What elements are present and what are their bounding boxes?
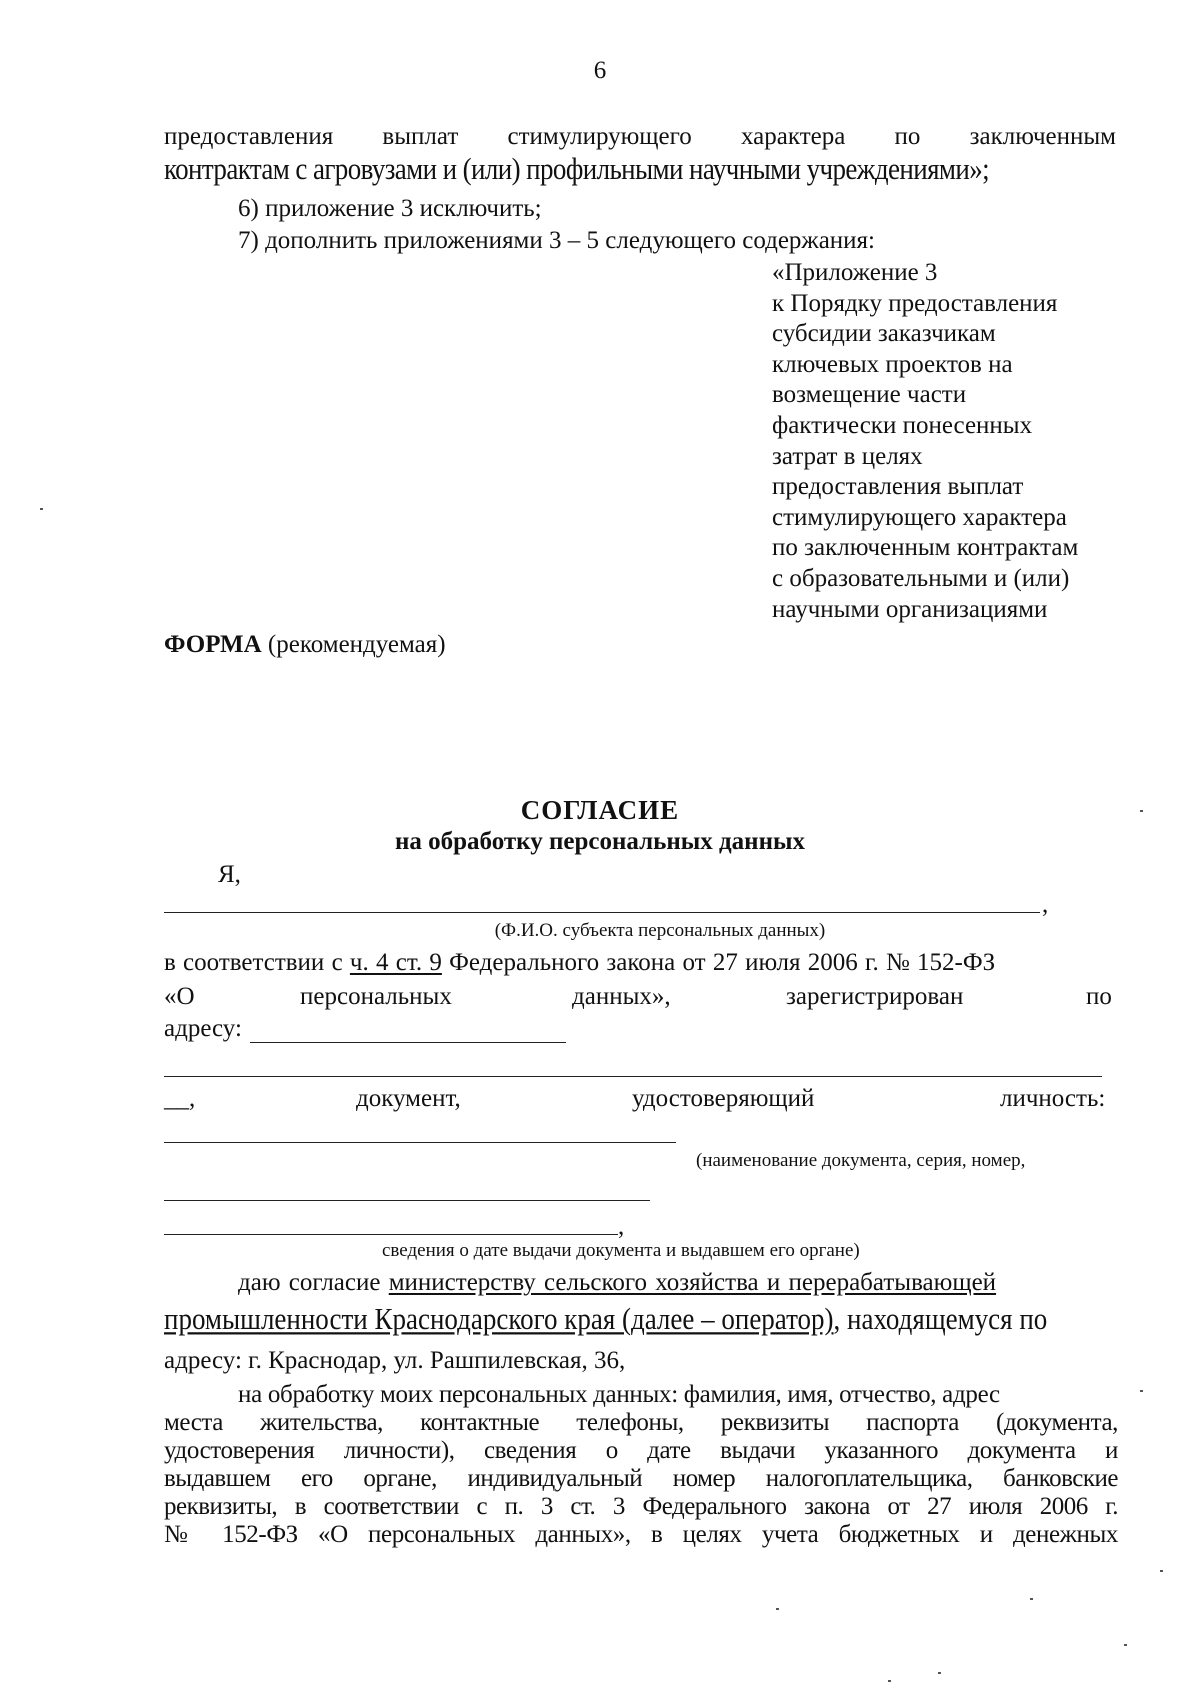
scan-speck [938, 1672, 941, 1674]
appendix-line: с образовательными и (или) [772, 564, 1070, 592]
appendix-line: стимулирующего характера [772, 503, 1067, 531]
appendix-line: по заключенным контрактам [772, 534, 1079, 562]
doc-caption-2: сведения о дате выдачи документа и выдавшем его органе) [382, 1240, 860, 1261]
give-pre: даю согласие [238, 1269, 381, 1296]
scan-speck [888, 1680, 891, 1682]
scan-speck [1140, 810, 1143, 812]
law-link[interactable]: ч. 4 ст. 9 [349, 949, 442, 976]
give-consent-line [238, 1268, 996, 1298]
intro-line-2: контрактам с агровузами и (или) профильными научными учреждениями»; [164, 152, 990, 186]
doc-w1: __, [164, 1085, 196, 1112]
operator-link-2[interactable]: промышленности Краснодарского края (далее – оператор) [164, 1302, 834, 1336]
appendix-header [772, 258, 1078, 625]
operator-address: адресу: г. Краснодар, ул. Рашпилевская, 36, [164, 1347, 626, 1374]
spread-w1: «О [164, 983, 195, 1010]
scan-speck [40, 508, 43, 510]
appendix-line: ключевых проектов на [772, 350, 1013, 378]
doc-comma: , [618, 1213, 625, 1240]
appendix-line: к Порядку предоставления [772, 289, 1058, 317]
doc-blank-line-2[interactable] [164, 1200, 650, 1201]
consent-subtitle: на обработку персональных данных [395, 828, 805, 855]
located-text: , находящемуся по [833, 1302, 1048, 1336]
scan-speck [1140, 1390, 1143, 1392]
spread-w5: по [1086, 983, 1112, 1010]
appendix-line: предоставления выплат [772, 473, 1024, 501]
spread-w3: данных», [572, 983, 671, 1010]
doc-blank-line-1[interactable] [164, 1142, 676, 1143]
processing-line: на обработку моих персональных данных: фамилия, имя, отчество, адрес [238, 1381, 1000, 1408]
address-label: адресу: [164, 1015, 242, 1042]
processing-line: № 152-ФЗ «О персональных данных», в целях учета бюджетных и денежных [164, 1521, 1118, 1548]
scan-speck [1160, 1570, 1163, 1572]
operator-line-2 [164, 1302, 1047, 1337]
law-line [164, 948, 995, 978]
consent-title: СОГЛАСИЕ [520, 795, 680, 825]
doc-w3: удостоверяющий [632, 1085, 815, 1112]
fio-caption: (Ф.И.О. субъекта персональных данных) [494, 920, 826, 941]
fio-blank-line[interactable] [164, 912, 1040, 913]
intro-line-1: предоставления выплат стимулирующего характера по заключенным [164, 123, 1116, 150]
form-label-rest: (рекомендуемая) [267, 631, 446, 658]
scan-speck [1124, 1644, 1127, 1646]
law-line-post: Федерального закона от 27 июля 2006 г. № 152-ФЗ [449, 949, 996, 976]
processing-line: удостоверения личности), сведения о дате выдачи указанного документа и [164, 1437, 1118, 1464]
doc-blank-line-3[interactable] [164, 1234, 618, 1235]
scan-speck [776, 1608, 779, 1610]
doc-w2: документ, [356, 1085, 461, 1112]
law-line-pre: в соответствии с [164, 949, 343, 976]
item-6: 6) приложение 3 исключить; [238, 195, 542, 222]
operator-link-1[interactable]: министерству сельского хозяйства и перерабатывающей [388, 1269, 997, 1296]
scan-speck [1030, 1598, 1033, 1600]
ya-label: Я, [218, 861, 241, 888]
form-label-bold: ФОРМА [164, 631, 262, 658]
appendix-line: субсидии заказчикам [772, 320, 996, 348]
spread-w2: персональных [300, 983, 452, 1010]
appendix-line: «Приложение 3 [772, 259, 938, 286]
appendix-line: затрат в целях [772, 442, 923, 470]
doc-w4: личность: [1000, 1085, 1106, 1112]
form-label [164, 630, 446, 660]
processing-line: выдавшем его органе, индивидуальный номер налогоплательщика, банковские [164, 1465, 1118, 1492]
fio-comma: , [1042, 891, 1049, 918]
address-blank-line-2[interactable] [164, 1076, 1102, 1077]
spread-w4: зарегистрирован [786, 983, 964, 1010]
appendix-line: научными организациями [772, 595, 1048, 623]
processing-line: реквизиты, в соответствии с п. 3 ст. 3 Федерального закона от 27 июля 2006 г. [164, 1493, 1118, 1520]
processing-line: места жительства, контактные телефоны, реквизиты паспорта (документа, [164, 1409, 1118, 1436]
appendix-line: возмещение части [772, 381, 967, 409]
appendix-line: фактически понесенных [772, 411, 1033, 439]
page-number: 6 [593, 57, 607, 84]
address-blank-line[interactable] [250, 1042, 566, 1043]
doc-caption-1: (наименование документа, серия, номер, [696, 1150, 1026, 1171]
item-7: 7) дополнить приложениями 3 – 5 следующего содержания: [238, 227, 875, 254]
